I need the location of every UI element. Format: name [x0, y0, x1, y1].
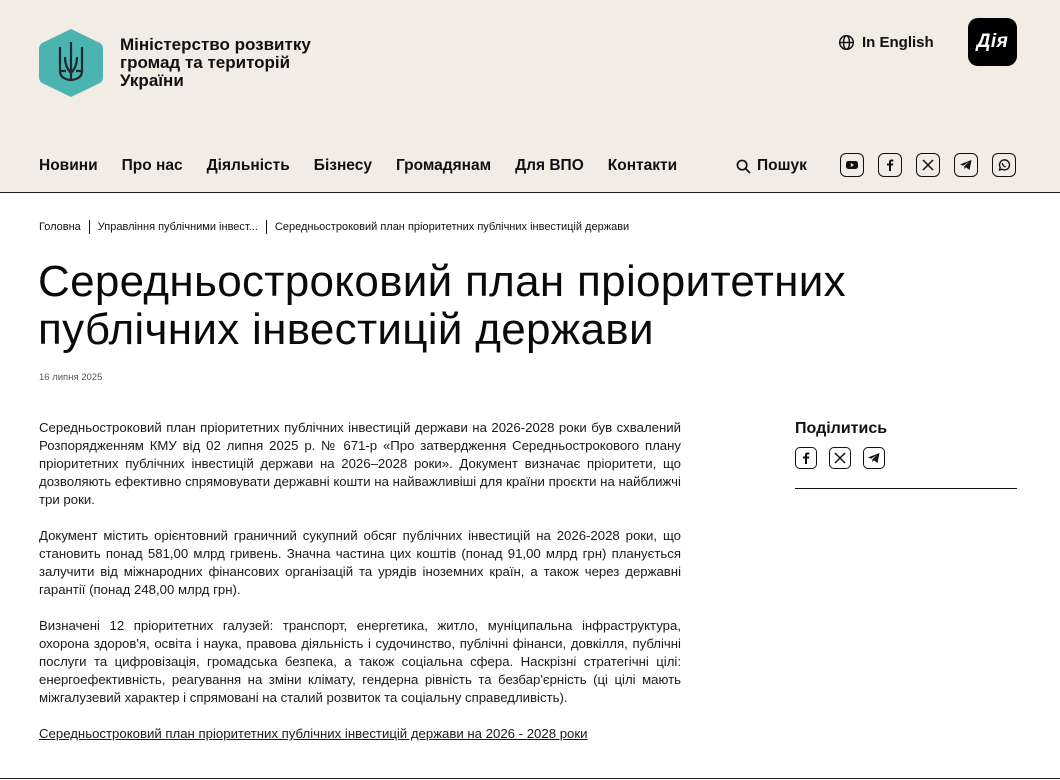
publish-date: 16 липня 2025	[39, 372, 103, 383]
youtube-icon	[845, 158, 859, 172]
nav-item-citizens[interactable]: Громадянам	[395, 157, 492, 174]
telegram-icon	[867, 451, 881, 465]
article-paragraph: Середньостроковий план пріоритетних публічних інвестицій держави на 2026-2028 роки був схвалений Розпорядженням КМУ від 02 липня 2025 р. № 671-р «Про затвердження Середньострокового плану пріоритетних публічних інвестицій держави на 2026–2028 роки». Документ визначає пріоритети, що дозволяють ефективно спрямовувати державні кошти на найважливіші для країни проєкти на найближчі три роки.	[39, 420, 681, 507]
nav-item-business[interactable]: Бізнесу	[313, 157, 372, 174]
page-bottom-divider	[0, 778, 1060, 779]
telegram-button[interactable]	[954, 153, 978, 177]
share-telegram-button[interactable]	[863, 447, 885, 469]
breadcrumb-divider	[89, 220, 90, 234]
nav-item-about[interactable]: Про нас	[121, 157, 183, 174]
telegram-icon	[959, 158, 973, 172]
diia-button[interactable]: Дія	[968, 18, 1017, 66]
x-icon	[921, 158, 935, 172]
x-icon	[833, 451, 847, 465]
article-paragraph: Визначені 12 пріоритетних галузей: транспорт, енергетика, житло, муніципальна інфраструктура, охорона здоров'я, освіта і наука, правова діяльність і судочинство, публічні фінанси, довкілля, публічні послуги та цифровізація, громадська безпека, а також соціальна сфера. Наскрізні стратегічні цілі: енергоефективність, реагування на зміни клімату, гендерна рівність та безбар'єрність (ці цілі мають міжгалузевий характер і спрямовані на сталий розвиток та соціальну справедливість).	[39, 618, 681, 705]
nav-item-contacts[interactable]: Контакти	[607, 157, 678, 174]
ministry-name[interactable]: Міністерство розвитку громад та територій України	[120, 35, 311, 90]
site-header	[0, 0, 1060, 193]
document-link[interactable]: Середньостроковий план пріоритетних публічних інвестицій держави на 2026 - 2028 роки	[39, 726, 588, 741]
page-title: Середньостроковий план пріоритетних публічних інвестицій держави	[38, 257, 846, 354]
main-nav	[39, 157, 677, 175]
breadcrumb	[39, 220, 629, 234]
search-label: Пошук	[757, 157, 807, 174]
search-icon	[736, 159, 751, 174]
nav-item-news[interactable]: Новини	[39, 157, 98, 174]
coat-of-arms-logo[interactable]	[38, 27, 104, 99]
breadcrumb-home[interactable]: Головна	[39, 221, 81, 233]
language-switch[interactable]	[838, 34, 934, 51]
nav-item-activity[interactable]: Діяльність	[206, 157, 290, 174]
share-panel	[795, 420, 1017, 489]
breadcrumb-divider	[266, 220, 267, 234]
breadcrumb-current: Середньостроковий план пріоритетних публічних інвестицій держави	[274, 221, 630, 233]
search-button[interactable]	[736, 157, 807, 175]
whatsapp-icon	[997, 158, 1011, 172]
header-socials	[840, 153, 1016, 177]
x-button[interactable]	[916, 153, 940, 177]
share-facebook-button[interactable]	[795, 447, 817, 469]
article-paragraph: Документ містить орієнтовний граничний сукупний обсяг публічних інвестицій на 2026-2028 роки, що становить понад 581,00 млрд гривень. Значна частина цих коштів (понад 91,00 млрд грн) планується залучити від міжнародних фінансових організацій та урядів іноземних країн, а також через державні гарантії (понад 248,00 млрд грн).	[39, 528, 681, 597]
share-title: Поділитись	[795, 420, 888, 437]
facebook-icon	[883, 158, 897, 172]
globe-icon	[838, 34, 855, 51]
share-x-button[interactable]	[829, 447, 851, 469]
nav-item-idp[interactable]: Для ВПО	[515, 157, 584, 174]
facebook-button[interactable]	[878, 153, 902, 177]
facebook-icon	[799, 451, 813, 465]
language-label: In English	[862, 34, 934, 51]
share-divider	[795, 488, 1017, 489]
share-icons	[795, 447, 1017, 469]
whatsapp-button[interactable]	[992, 153, 1016, 177]
youtube-button[interactable]	[840, 153, 864, 177]
article-body	[39, 419, 681, 761]
breadcrumb-section[interactable]: Управління публічними інвест...	[97, 221, 258, 233]
